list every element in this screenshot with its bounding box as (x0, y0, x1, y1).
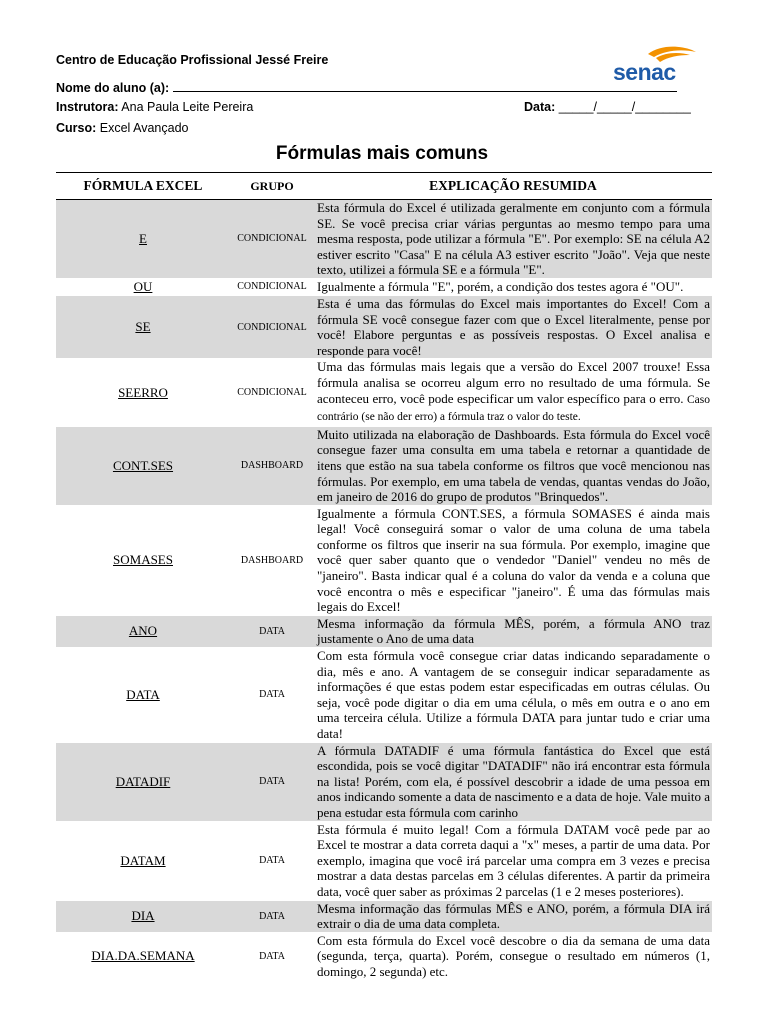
formula-cell (56, 932, 230, 980)
student-name-label: Nome do aluno (a): (56, 81, 170, 95)
formula-link[interactable]: OU (133, 278, 153, 294)
table-header-row (56, 173, 712, 200)
table-row (56, 742, 712, 821)
formula-link[interactable]: DATADIF (115, 773, 171, 789)
course-label: Curso: (56, 121, 97, 135)
formula-cell (56, 200, 230, 279)
column-header-formula: FÓRMULA EXCEL (56, 173, 230, 200)
column-header-explanation: EXPLICAÇÃO RESUMIDA (314, 173, 712, 200)
formula-link[interactable]: E (139, 230, 147, 246)
group-cell: CONDICIONAL (230, 359, 314, 426)
explanation-cell: Mesma informação das fórmulas MÊS e ANO, porém, a fórmula DIA irá extrair o dia de uma data completa. (314, 900, 712, 932)
formula-link[interactable]: DATAM (120, 852, 166, 868)
group-cell: DATA (230, 648, 314, 743)
group-cell: CONDICIONAL (230, 278, 314, 295)
formula-link[interactable]: DIA.DA.SEMANA (91, 948, 195, 964)
instructor-label: Instrutora: (56, 100, 119, 114)
explanation-cell: Mesma informação da fórmula MÊS, porém, a fórmula ANO traz justamente o Ano de uma data (314, 615, 712, 647)
group-cell: DATA (230, 742, 314, 821)
table-row (56, 932, 712, 980)
explanation-cell: A fórmula DATADIF é uma fórmula fantástica do Excel que está escondida, pois se você digitar "DATADIF" não irá encontrar esta fórmula na lista! Porém, com ela, é possível descobrir a idade de uma pessoa em anos indicando somente a data de nascimento e a data de hoje. Vale muito a pena estudar esta fórmula com carinho (314, 742, 712, 821)
page-title: Fórmulas mais comuns (275, 143, 489, 164)
formula-cell (56, 648, 230, 743)
student-name-line (56, 81, 677, 95)
formula-cell (56, 359, 230, 426)
course-name: Excel Avançado (99, 121, 189, 135)
table-row (56, 615, 712, 647)
formula-cell (56, 821, 230, 900)
instructor-name: Ana Paula Leite Pereira (121, 100, 254, 114)
group-cell: DATA (230, 900, 314, 932)
explanation-cell: Com esta fórmula você consegue criar datas indicando separadamente o dia, mês e ano. A vantagem de se conseguir indicar separadamente as informações é que estas podem estar especificadas em outras células. Ou seja, você pode digitar o dia em uma célula, o mês em outra e o ano em uma terceira célula. Utilize a fórmula DATA para juntar tudo e criar uma data! (314, 648, 712, 743)
group-cell: DASHBOARD (230, 505, 314, 615)
formula-cell (56, 900, 230, 932)
table-row (56, 278, 712, 295)
student-name-field[interactable] (173, 91, 677, 92)
table-row (56, 295, 712, 358)
date-field[interactable]: _____/_____/________ (558, 100, 691, 114)
explanation-cell: Esta fórmula do Excel é utilizada geralmente em conjunto com a fórmula SE. Se você precisa criar várias perguntas ao mesmo tempo para uma mesma resposta, pode utilizar a fórmula "E". Por exemplo: SE na célula A2 estiver escrito "Casa" E na célula A3 estiver escrito "João". Veja que neste texto, utilizei a fórmula SE e a fórmula "E". (314, 200, 712, 279)
explanation-cell: Igualmente a fórmula "E", porém, a condição dos testes agora é "OU". (314, 278, 712, 295)
group-cell: DASHBOARD (230, 426, 314, 505)
explanation-text: Uma das fórmulas mais legais que a versão do Excel 2007 trouxe! Essa fórmula analisa se ocorreu algum erro no resultado de uma fórmula. Se aconteceu erro, você pode especificar um valor específico para o erro. (317, 359, 710, 406)
group-cell: DATA (230, 932, 314, 980)
course-line (56, 121, 189, 135)
formula-cell (56, 278, 230, 295)
date-line (524, 100, 691, 114)
formula-link[interactable]: DIA (131, 908, 155, 924)
formula-link[interactable]: SOMASES (113, 552, 173, 568)
explanation-cell: Esta é uma das fórmulas do Excel mais importantes do Excel! Com a fórmula SE você consegue fazer com que o Excel literalmente, pense por você! Elabore perguntas e as possíveis respostas. O Excel analisa e responde para você! (314, 295, 712, 358)
explanation-cell (314, 359, 712, 426)
formula-cell (56, 742, 230, 821)
formula-cell (56, 505, 230, 615)
logo-text: senac (613, 59, 676, 84)
date-label: Data: (524, 100, 556, 114)
table-row (56, 426, 712, 505)
column-header-group: GRUPO (230, 173, 314, 200)
table-row (56, 200, 712, 279)
group-cell: DATA (230, 821, 314, 900)
table-row (56, 900, 712, 932)
formula-link[interactable]: SE (135, 319, 151, 335)
senac-logo (612, 44, 708, 84)
table-row (56, 648, 712, 743)
formula-link[interactable]: CONT.SES (112, 457, 174, 473)
formula-cell (56, 295, 230, 358)
formula-cell (56, 426, 230, 505)
explanation-cell: Muito utilizada na elaboração de Dashboards. Esta fórmula do Excel você consegue fazer uma consulta em uma tabela e retornar a quantidade de itens que estão na sua tabela conforme os filtros que você mencionou nas fórmulas. Por exemplo, em uma tabela de vendas, quantas vendas do João, em janeiro de 2016 do grupo de produtos "Brinquedos". (314, 426, 712, 505)
formula-link[interactable]: DATA (126, 686, 160, 702)
group-cell: DATA (230, 615, 314, 647)
explanation-cell: Igualmente a fórmula CONT.SES, a fórmula SOMASES é ainda mais legal! Você conseguirá somar o valor de uma coluna de uma tabela conforme os filtros que inserir na sua fórmula. Por exemplo, imagine que você quer saber quanto que o vendedor "Daniel" vendeu no mês de "janeiro". Basta indicar qual é a coluna do valor da venda e a coluna que você encontra o mês e especificar "janeiro". É uma das fórmulas mais legais do Excel! (314, 505, 712, 615)
explanation-cell: Com esta fórmula do Excel você descobre o dia da semana de uma data (segunda, terça, quarta). Porém, consegue o resultado em números (1, domingo, 2 segunda) etc. (314, 932, 712, 980)
formula-link[interactable]: ANO (128, 623, 158, 639)
table-row (56, 505, 712, 615)
formulas-table (56, 172, 712, 981)
instructor-line (56, 100, 253, 114)
group-cell: CONDICIONAL (230, 295, 314, 358)
explanation-cell: Esta fórmula é muito legal! Com a fórmula DATAM você pede par ao Excel te mostrar a data correta daqui a "x" meses, a partir de uma data. Por exemplo, imagina que você irá parcelar uma compra em 3 vezes e precisa mostrar a data destas parcelas em 3 células diferentes. A partir da primeira data, você quer saber as próximas 2 parcelas (1 e 2 meses posteriores). (314, 821, 712, 900)
table-row (56, 359, 712, 426)
table-row (56, 821, 712, 900)
group-cell: CONDICIONAL (230, 200, 314, 279)
formula-cell (56, 615, 230, 647)
formula-link[interactable]: SEERRO (118, 384, 168, 400)
explanation-note: Caso contrário (se não der erro) a fórmula traz o valor do teste. (317, 393, 711, 424)
institution-name: Centro de Educação Profissional Jessé Freire (56, 53, 329, 67)
